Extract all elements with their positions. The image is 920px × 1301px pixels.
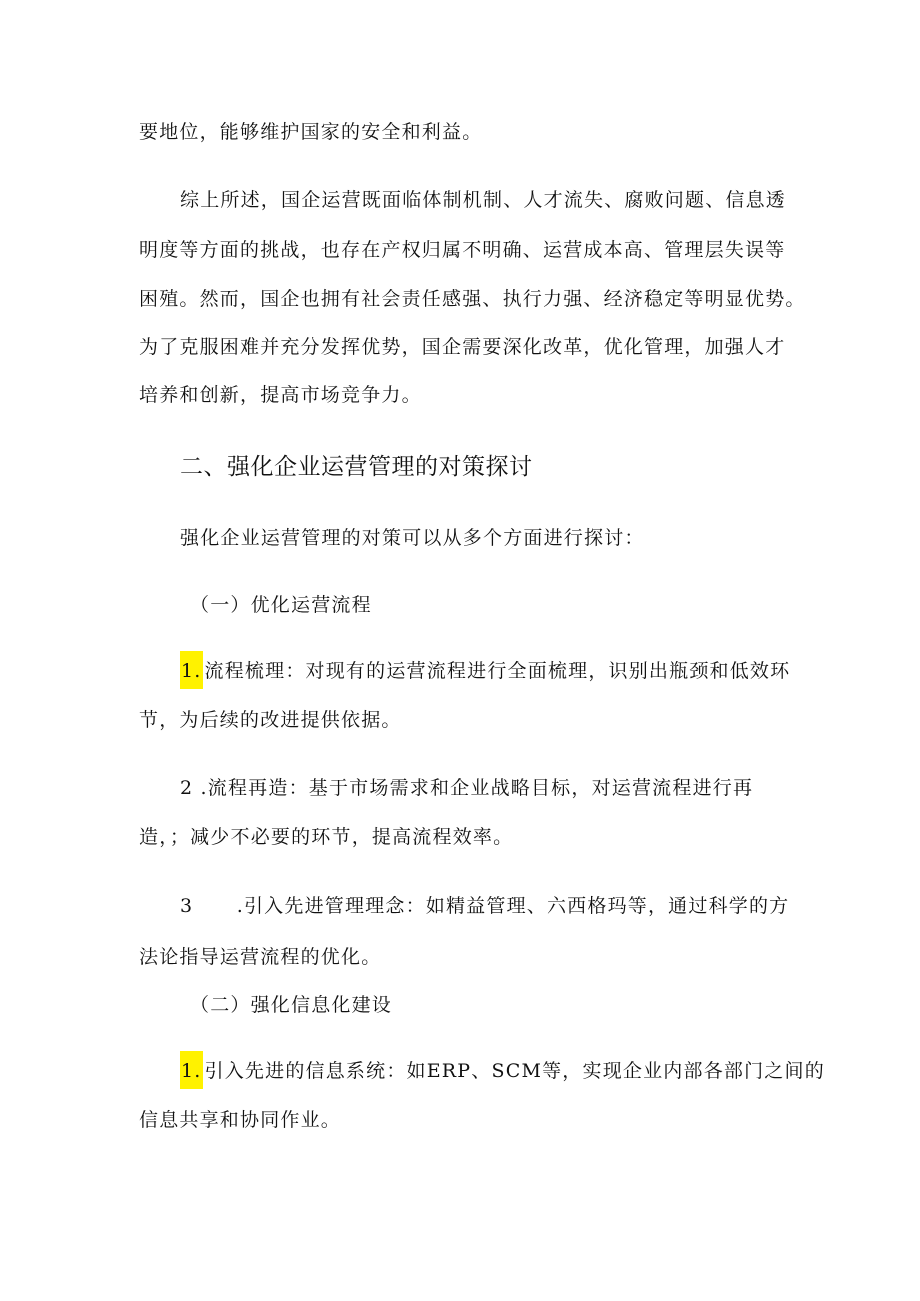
paragraph-line: 造，；减少不必要的环节，提高流程效率。 [139, 826, 514, 848]
paragraph-line: 综上所述，国企运营既面临体制机制、人才流失、腐败问题、信息透 [180, 189, 787, 211]
list-item-text: 流程梳理：对现有的运营流程进行全面梳理，识别出瓶颈和低效环 [204, 660, 791, 682]
subsection-heading: （二）强化信息化建设 [190, 994, 393, 1016]
paragraph-line: 要地位，能够维护国家的安全和利益。 [139, 121, 483, 143]
paragraph-line: 为了克服困难并充分发挥优势，国企需要深化改革，优化管理，加强人才 [139, 336, 786, 358]
highlighted-number: 1. [180, 1051, 203, 1089]
paragraph-line: 信息共享和协同作业。 [139, 1109, 342, 1131]
paragraph-line: 法论指导运营流程的优化。 [139, 946, 382, 968]
highlighted-number: 1. [180, 651, 203, 689]
section-heading: 二、强化企业运营管理的对策探讨 [180, 454, 533, 480]
paragraph-line: 培养和创新，提高市场竞争力。 [139, 384, 422, 406]
paragraph-line: 困殖。然而，国企也拥有社会责任感强、执行力强、经济稳定等明显优势。 [139, 288, 806, 310]
list-item-line [180, 1059, 825, 1089]
list-item-text: 引入先进的信息系统：如ERP、SCM等，实现企业内部各部门之间的 [204, 1060, 825, 1082]
paragraph-line: 明度等方面的挑战，也存在产权归属不明确、运营成本高、管理层失误等 [139, 239, 786, 261]
list-item-line [180, 659, 790, 689]
paragraph-line: 强化企业运营管理的对策可以从多个方面进行探讨： [180, 527, 645, 549]
subsection-heading: （一）优化运营流程 [190, 594, 372, 616]
list-item-line: 2 .流程再造：基于市场需求和企业战略目标，对运营流程进行再 [180, 777, 754, 799]
list-item-line: 3 .引入先进管理理念：如精益管理、六西格玛等，通过科学的方 [180, 895, 790, 917]
paragraph-line: 节，为后续的改进提供依据。 [139, 709, 402, 731]
